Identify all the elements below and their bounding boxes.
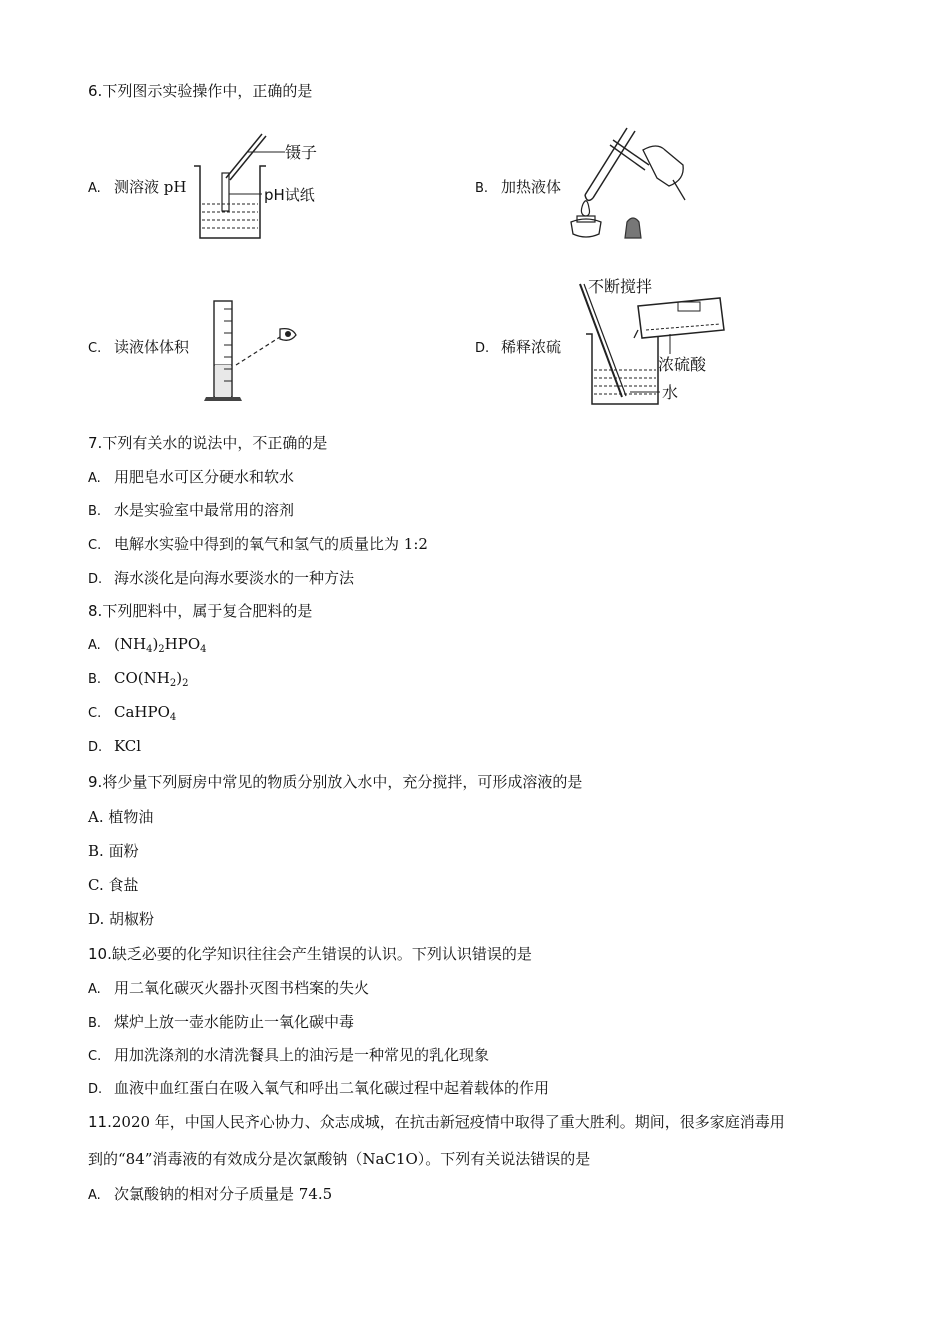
figure-d-dilute-acid [570,272,740,410]
question-9-option-b: B. 面粉 [88,842,139,860]
question-8-stem [88,600,312,621]
question-6-option-a: A. 测溶液 pH [88,178,187,196]
figure-a-label-paper: pH试纸 [264,186,315,204]
figure-d-label-water: 水 [662,383,679,402]
question-7-option-a: A. 用肥皂水可区分硬水和软水 [88,468,295,486]
figure-c-read-volume [200,295,310,407]
question-9-option-c: C. 食盐 [88,876,139,894]
question-7-option-c: C. 电解水实验中得到的氧气和氢气的质量比为 1:2 [88,535,428,553]
question-8-number: 8. [88,602,103,620]
question-9-stem [88,771,582,792]
question-8-text: 下列肥料中，属于复合肥料的是 [102,602,313,620]
question-6-text: 下列图示实验操作中，正确的是 [102,82,313,100]
question-9-option-d: D. 胡椒粉 [88,910,155,928]
question-11-option-a: A. 次氯酸钠的相对分子质量是 74.5 [88,1185,333,1203]
question-11-text-1: 2020 年，中国人民齐心协力、众志成城，在抗击新冠疫情中取得了重大胜利。期间，很多家庭消毒用 [111,1113,785,1131]
question-10-text: 缺乏必要的化学知识往往会产生错误的认识。下列认识错误的是 [111,945,532,963]
question-10-number: 10. [88,945,112,963]
question-6-option-c: C. 读液体体积 [88,338,190,356]
question-10-stem [88,943,532,964]
question-6-stem [88,80,312,101]
question-11-stem-line-1 [88,1111,785,1132]
figure-b-heating-liquid [565,120,695,245]
question-7-stem [88,432,327,453]
question-10-option-b: B. 煤炉上放一壶水能防止一氧化碳中毒 [88,1013,355,1031]
question-8-option-a: A. $(NH_4)_2HPO_4$ [88,635,207,655]
figure-a-ph-test [190,128,330,243]
question-7-text: 下列有关水的说法中，不正确的是 [102,434,328,452]
question-7-option-b: B. 水是实验室中最常用的溶剂 [88,501,295,519]
question-6-number: 6. [88,82,103,100]
question-6-option-d: D. 稀释浓硫 [475,338,562,356]
question-11-stem-line-2 [88,1148,590,1169]
question-9-text: 将少量下列厨房中常见的物质分别放入水中，充分搅拌，可形成溶液的是 [102,773,583,791]
question-10-option-d: D. 血液中血红蛋白在吸入氧气和呼出二氧化碳过程中起着载体的作用 [88,1079,550,1097]
question-10-option-a: A. 用二氧化碳灭火器扑灭图书档案的失火 [88,979,370,997]
question-8-option-b: B. $CO(NH_2)_2$ [88,669,189,689]
question-9-option-a: A. 植物油 [88,808,154,826]
question-7-option-d: D. 海水淡化是向海水要淡水的一种方法 [88,569,355,587]
question-8-option-d: D. KCl [88,737,142,755]
question-8-option-c: C. CaHPO$_4$ [88,703,177,723]
figure-d-label-acid: 浓硫酸 [658,355,707,374]
question-9-number: 9. [88,773,103,791]
question-7-number: 7. [88,434,103,452]
figure-a-label-tweezers: 镊子 [285,143,318,162]
question-6-option-b: B. 加热液体 [475,178,562,196]
question-11-text-2: 到的“84”消毒液的有效成分是次氯酸钠（NaC1O）。下列有关说法错误的是 [88,1150,591,1168]
question-11-number: 11. [88,1113,112,1131]
figure-d-label-stir: 不断搅拌 [588,277,653,296]
question-10-option-c: C. 用加洗涤剂的水清洗餐具上的油污是一种常见的乳化现象 [88,1046,490,1064]
